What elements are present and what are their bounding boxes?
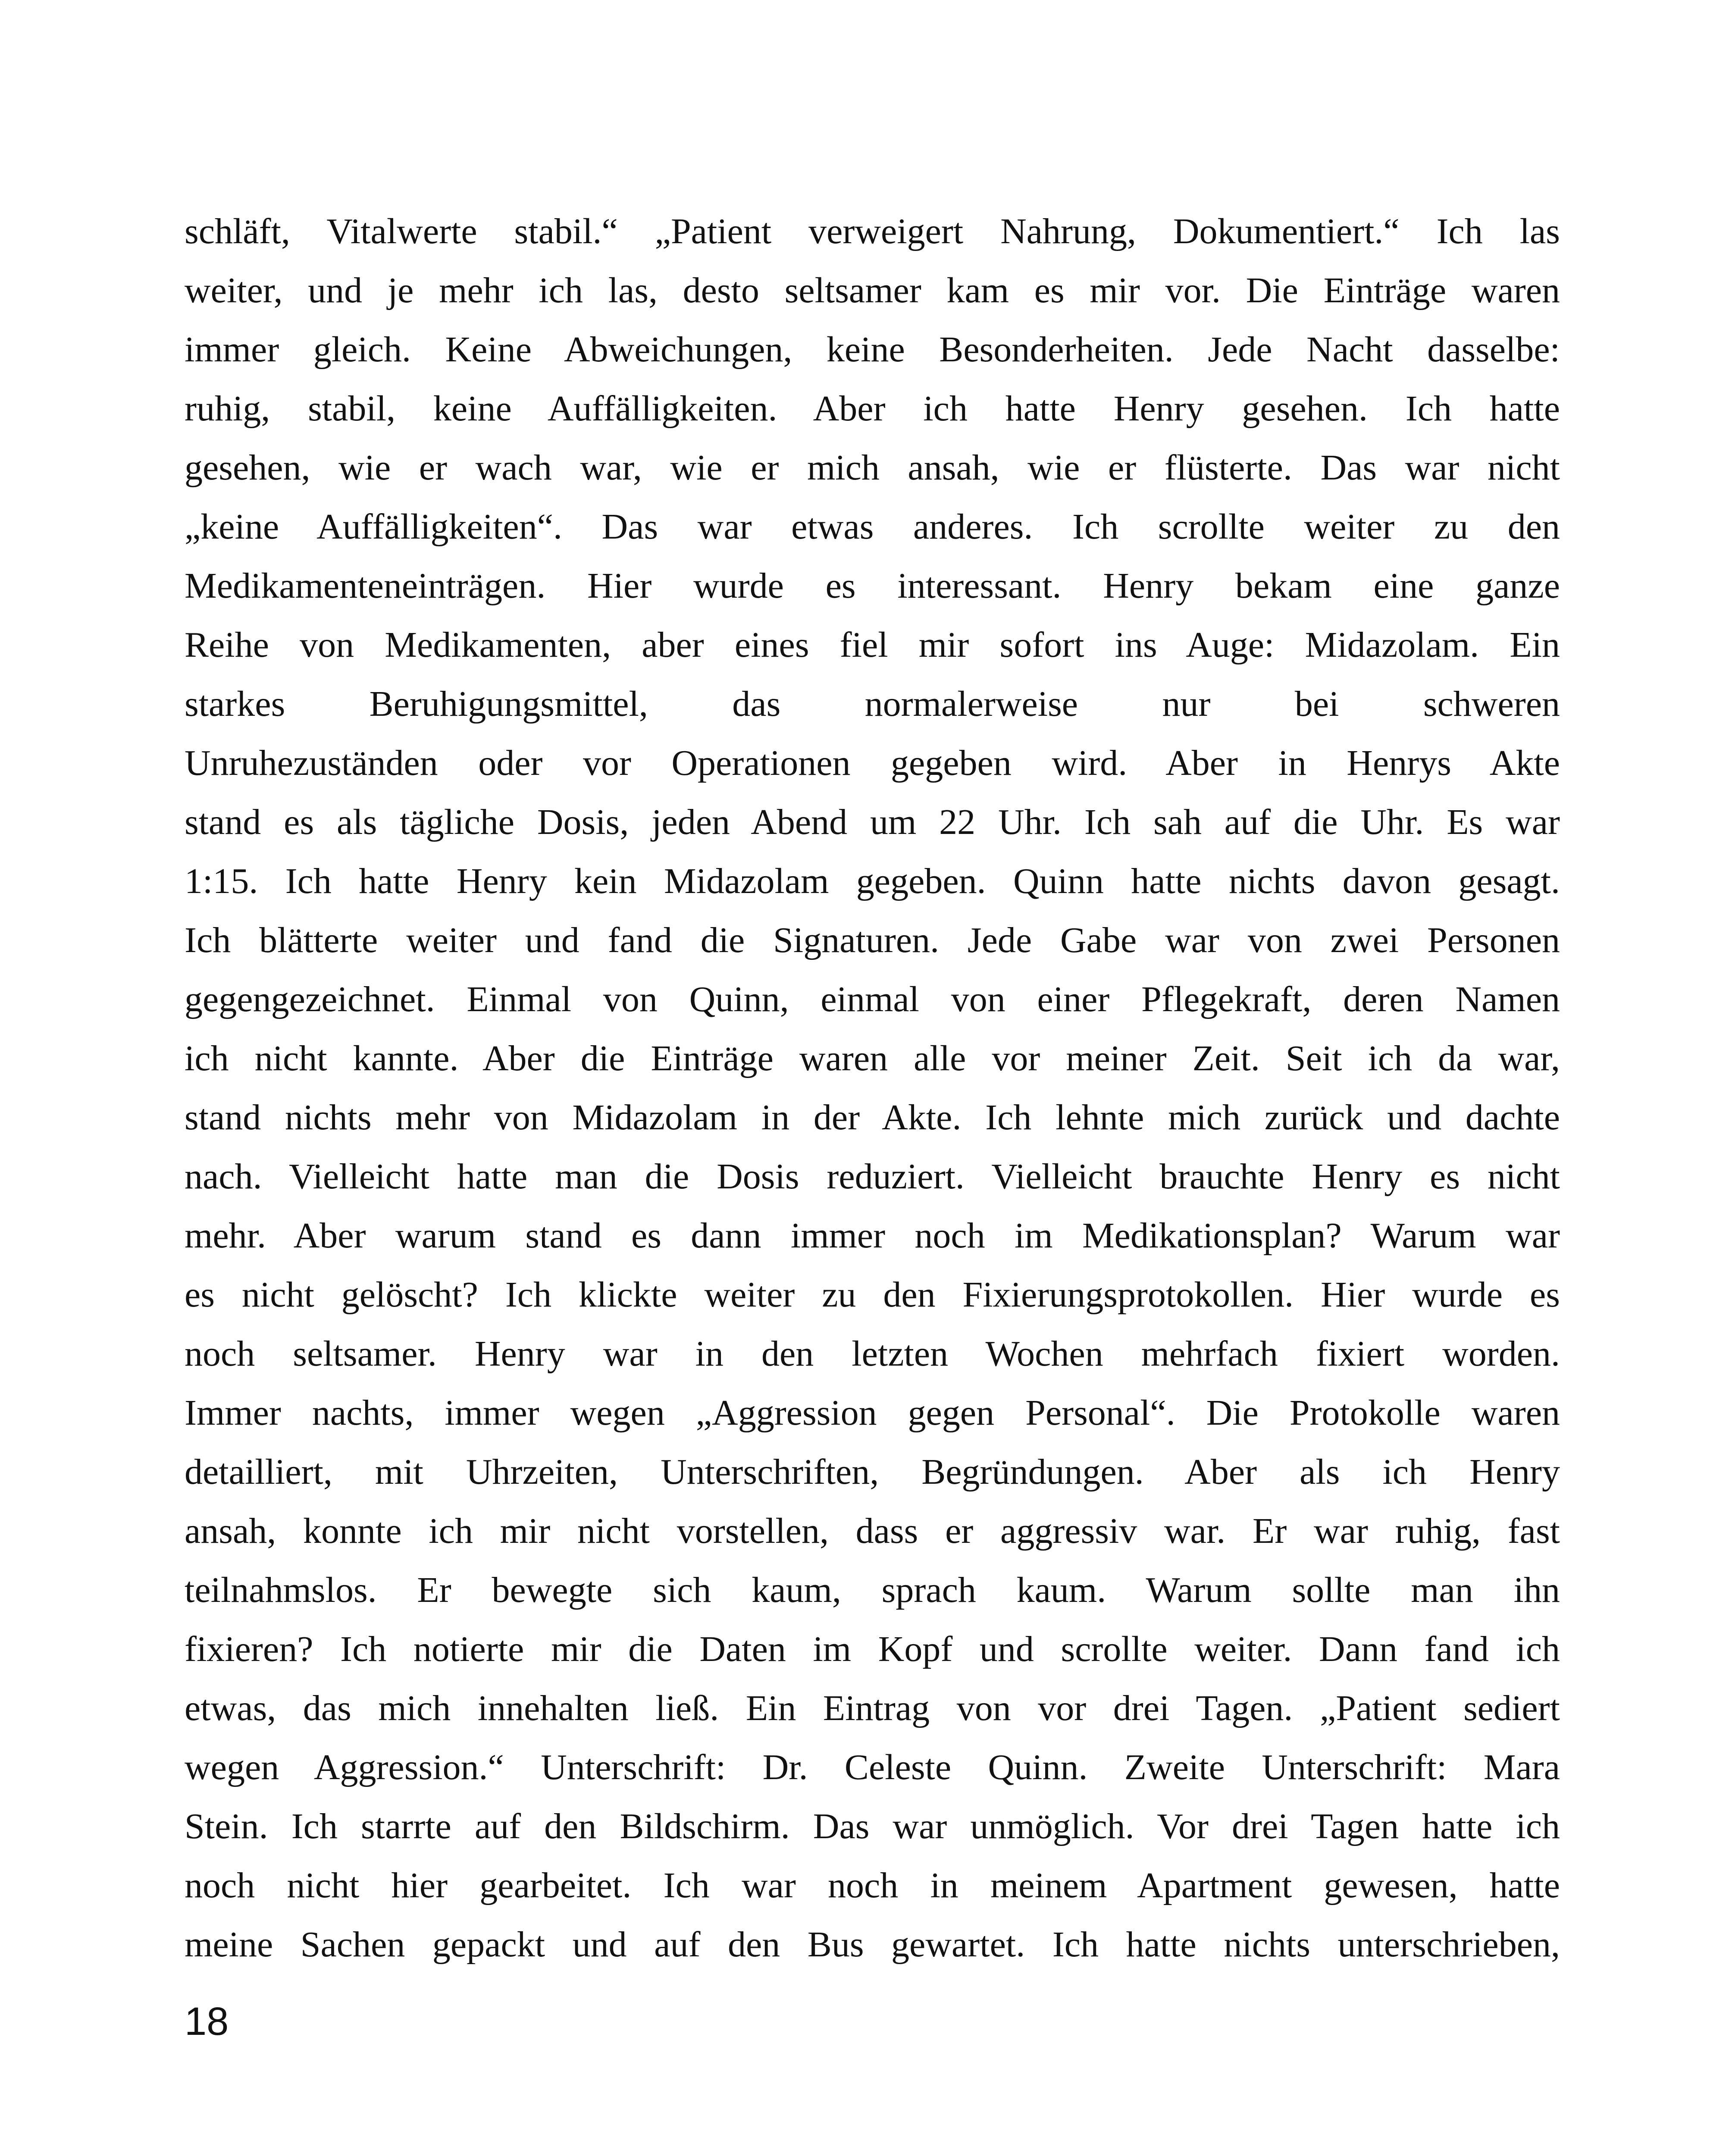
- text-line: teilnahmslos. Er bewegte sich kaum, sprach kaum. Warum sollte man ihn: [185, 1570, 1560, 1610]
- body-text: [185, 202, 1560, 1974]
- text-line: stand es als tägliche Dosis, jeden Abend um 22 Uhr. Ich sah auf die Uhr. Es war: [185, 802, 1560, 842]
- text-line: detailliert, mit Uhrzeiten, Unterschriften, Begründungen. Aber als ich Henry: [185, 1452, 1560, 1492]
- text-line: 1:15. Ich hatte Henry kein Midazolam gegeben. Quinn hatte nichts davon gesagt.: [185, 861, 1560, 901]
- text-line: weiter, und je mehr ich las, desto seltsamer kam es mir vor. Die Einträge waren: [185, 270, 1560, 310]
- text-line: Unruhezuständen oder vor Operationen gegeben wird. Aber in Henrys Akte: [185, 743, 1560, 783]
- text-line: etwas, das mich innehalten ließ. Ein Eintrag von vor drei Tagen. „Patient sediert: [185, 1688, 1560, 1728]
- text-line: Immer nachts, immer wegen „Aggression gegen Personal“. Die Protokolle waren: [185, 1393, 1560, 1433]
- page-number: 18: [185, 1999, 229, 2043]
- text-line: ich nicht kannte. Aber die Einträge waren alle vor meiner Zeit. Seit ich da war,: [185, 1038, 1560, 1078]
- text-line: Reihe von Medikamenten, aber eines fiel mir sofort ins Auge: Midazolam. Ein: [185, 625, 1560, 665]
- text-line: es nicht gelöscht? Ich klickte weiter zu den Fixierungsprotokollen. Hier wurde es: [185, 1275, 1560, 1315]
- text-line: „keine Auffälligkeiten“. Das war etwas anderes. Ich scrollte weiter zu den: [185, 507, 1560, 547]
- text-line: nach. Vielleicht hatte man die Dosis reduziert. Vielleicht brauchte Henry es nicht: [185, 1156, 1560, 1197]
- text-line: Ich blätterte weiter und fand die Signaturen. Jede Gabe war von zwei Personen: [185, 920, 1560, 960]
- text-line: Medikamenteneinträgen. Hier wurde es interessant. Henry bekam eine ganze: [185, 566, 1560, 606]
- text-line: wegen Aggression.“ Unterschrift: Dr. Celeste Quinn. Zweite Unterschrift: Mara: [185, 1747, 1560, 1787]
- text-line: immer gleich. Keine Abweichungen, keine Besonderheiten. Jede Nacht dasselbe:: [185, 329, 1560, 370]
- text-line: noch seltsamer. Henry war in den letzten Wochen mehrfach fixiert worden.: [185, 1334, 1560, 1374]
- text-line: meine Sachen gepackt und auf den Bus gewartet. Ich hatte nichts unterschrieben,: [185, 1924, 1560, 1965]
- text-line: gegengezeichnet. Einmal von Quinn, einmal von einer Pflegekraft, deren Namen: [185, 979, 1560, 1019]
- text-line: ruhig, stabil, keine Auffälligkeiten. Aber ich hatte Henry gesehen. Ich hatte: [185, 389, 1560, 429]
- text-line: starkes Beruhigungsmittel, das normalerweise nur bei schweren: [185, 684, 1560, 724]
- text-line: fixieren? Ich notierte mir die Daten im Kopf und scrollte weiter. Dann fand ich: [185, 1629, 1560, 1669]
- text-line: Stein. Ich starrte auf den Bildschirm. Das war unmöglich. Vor drei Tagen hatte ich: [185, 1806, 1560, 1846]
- text-line: gesehen, wie er wach war, wie er mich ansah, wie er flüsterte. Das war nicht: [185, 448, 1560, 488]
- text-line: schläft, Vitalwerte stabil.“ „Patient verweigert Nahrung, Dokumentiert.“ Ich las: [185, 211, 1560, 251]
- text-line: noch nicht hier gearbeitet. Ich war noch in meinem Apartment gewesen, hatte: [185, 1865, 1560, 1905]
- text-line: stand nichts mehr von Midazolam in der Akte. Ich lehnte mich zurück und dachte: [185, 1097, 1560, 1138]
- text-line: ansah, konnte ich mir nicht vorstellen, dass er aggressiv war. Er war ruhig, fast: [185, 1511, 1560, 1551]
- text-line: mehr. Aber warum stand es dann immer noch im Medikationsplan? Warum war: [185, 1216, 1560, 1256]
